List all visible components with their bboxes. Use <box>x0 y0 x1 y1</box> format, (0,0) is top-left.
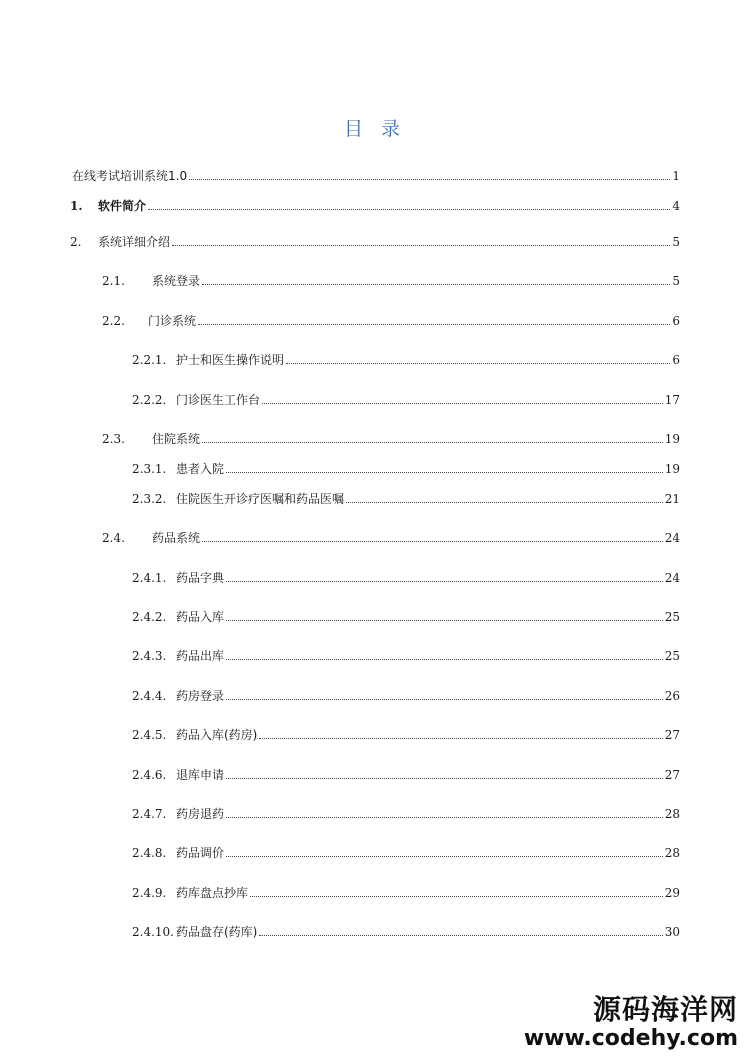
toc-leader-dots <box>250 896 663 897</box>
toc-entry-page: 25 <box>664 610 680 624</box>
toc-entry-number: 2.1. <box>102 274 125 288</box>
toc-entry-number: 2.4.7. <box>132 807 167 821</box>
toc-entry-label: 药品字典 <box>176 571 225 585</box>
toc-leader-dots <box>259 935 663 936</box>
toc-entry[interactable] <box>0 804 750 824</box>
toc-entry-page: 17 <box>664 393 680 407</box>
toc-entry-page: 27 <box>664 768 680 782</box>
toc-entry-page: 19 <box>664 462 680 476</box>
toc-entry-page: 6 <box>672 353 680 367</box>
toc-entry-number: 2.4.3. <box>132 649 167 663</box>
toc-leader-dots <box>226 778 663 779</box>
toc-entry-number: 2.3. <box>102 432 125 446</box>
toc-leader-dots <box>198 324 670 325</box>
toc-leader-dots <box>346 502 663 503</box>
toc-leader-dots <box>226 659 663 660</box>
toc-leader-dots <box>226 817 663 818</box>
toc-entry[interactable] <box>0 271 750 291</box>
toc-entry-number: 2.4. <box>102 531 125 545</box>
toc-entry[interactable] <box>0 232 750 252</box>
toc-entry-label: 药房登录 <box>176 689 225 703</box>
toc-leader-dots <box>189 179 670 180</box>
toc-entry-page: 19 <box>664 432 680 446</box>
toc-leader-dots <box>202 541 663 542</box>
toc-entry[interactable] <box>0 528 750 548</box>
toc-entry[interactable] <box>0 196 750 216</box>
toc-entry-label: 药品入库(药房) <box>176 728 258 742</box>
toc-entry-label: 药品系统 <box>152 531 201 545</box>
toc-leader-dots <box>202 284 670 285</box>
toc-entry-page: 27 <box>664 728 680 742</box>
toc-entry-page: 6 <box>672 314 680 328</box>
toc-entry-number: 2.4.2. <box>132 610 167 624</box>
toc-entry-page: 25 <box>664 649 680 663</box>
toc-entry-number: 2.4.6. <box>132 768 167 782</box>
toc-entry-number: 1. <box>70 199 83 213</box>
toc-entry-label: 门诊医生工作台 <box>176 393 261 407</box>
toc-entry-page: 24 <box>664 531 680 545</box>
toc-entry[interactable] <box>0 725 750 745</box>
toc-entry-page: 28 <box>664 807 680 821</box>
toc-entry-label: 系统登录 <box>152 274 201 288</box>
toc-entry-number: 2.2.2. <box>132 393 167 407</box>
watermark-site-name: 源码海洋网 <box>592 993 738 1026</box>
watermark <box>524 994 738 1052</box>
toc-entry-label: 药品入库 <box>176 610 225 624</box>
toc-entry-label: 药品调价 <box>176 846 225 860</box>
toc-entry-number: 2.2. <box>102 314 125 328</box>
toc-entry-label: 退库申请 <box>176 768 225 782</box>
toc-entry[interactable] <box>0 646 750 666</box>
toc-leader-dots <box>226 699 663 700</box>
toc-entry-label: 药房退药 <box>176 807 225 821</box>
toc-title: 目 录 <box>343 118 407 140</box>
toc-entry-page: 29 <box>664 886 680 900</box>
toc-entry-label: 药库盘点抄库 <box>176 886 249 900</box>
toc-entry-page: 4 <box>672 199 680 213</box>
toc-entry-number: 2.4.4. <box>132 689 167 703</box>
toc-entry[interactable] <box>0 883 750 903</box>
toc-entry-label: 门诊系统 <box>148 314 197 328</box>
toc-entry-label: 软件简介 <box>98 199 147 213</box>
toc-entry[interactable] <box>0 489 750 509</box>
toc-entry-number: 2.4.1. <box>132 571 167 585</box>
toc-entry-page: 5 <box>672 274 680 288</box>
toc-entry-page: 1 <box>672 169 680 183</box>
toc-entry-page: 30 <box>664 925 680 939</box>
toc-entry[interactable] <box>0 922 750 942</box>
toc-entry-label: 在线考试培训系统1.0 <box>72 169 188 183</box>
toc-entry-number: 2.4.5. <box>132 728 167 742</box>
toc-entry[interactable] <box>0 429 750 449</box>
toc-leader-dots <box>226 472 663 473</box>
toc-entry[interactable] <box>0 459 750 479</box>
toc-entry-page: 21 <box>664 492 680 506</box>
toc-leader-dots <box>172 245 670 246</box>
toc-entry[interactable] <box>0 843 750 863</box>
toc-entry-label: 患者入院 <box>176 462 225 476</box>
toc-entry[interactable] <box>0 686 750 706</box>
toc-entry-number: 2.4.10. <box>132 925 174 939</box>
toc-entry-number: 2.3.2. <box>132 492 167 506</box>
toc-leader-dots <box>148 209 670 210</box>
toc-leader-dots <box>286 363 670 364</box>
toc-entry[interactable] <box>0 350 750 370</box>
toc-entry-label: 住院医生开诊疗医嘱和药品医嘱 <box>176 492 345 506</box>
toc-entry[interactable] <box>0 311 750 331</box>
toc-entry-label: 药品盘存(药库) <box>176 925 258 939</box>
toc-entry-number: 2.3.1. <box>132 462 167 476</box>
toc-leader-dots <box>226 581 663 582</box>
watermark-url: www.codehy.com <box>523 1026 738 1051</box>
toc-leader-dots <box>259 738 663 739</box>
toc-entry[interactable] <box>0 568 750 588</box>
toc-entry-label: 药品出库 <box>176 649 225 663</box>
toc-entry[interactable] <box>0 390 750 410</box>
toc-entry-page: 26 <box>664 689 680 703</box>
toc-entry-number: 2.4.9. <box>132 886 167 900</box>
toc-entry-label: 护士和医生操作说明 <box>176 353 285 367</box>
toc-leader-dots <box>202 442 663 443</box>
toc-leader-dots <box>226 856 663 857</box>
toc-leader-dots <box>262 403 663 404</box>
toc-entry[interactable] <box>0 166 750 186</box>
toc-entry-label: 系统详细介绍 <box>98 235 171 249</box>
toc-entry-label: 住院系统 <box>152 432 201 446</box>
toc-entry[interactable] <box>0 765 750 785</box>
toc-entry-page: 5 <box>672 235 680 249</box>
toc-leader-dots <box>226 620 663 621</box>
toc-entry-page: 24 <box>664 571 680 585</box>
toc-entry-number: 2.4.8. <box>132 846 167 860</box>
toc-entry[interactable] <box>0 607 750 627</box>
toc-entry-number: 2. <box>70 235 82 249</box>
toc-entry-number: 2.2.1. <box>132 353 167 367</box>
toc-entry-page: 28 <box>664 846 680 860</box>
